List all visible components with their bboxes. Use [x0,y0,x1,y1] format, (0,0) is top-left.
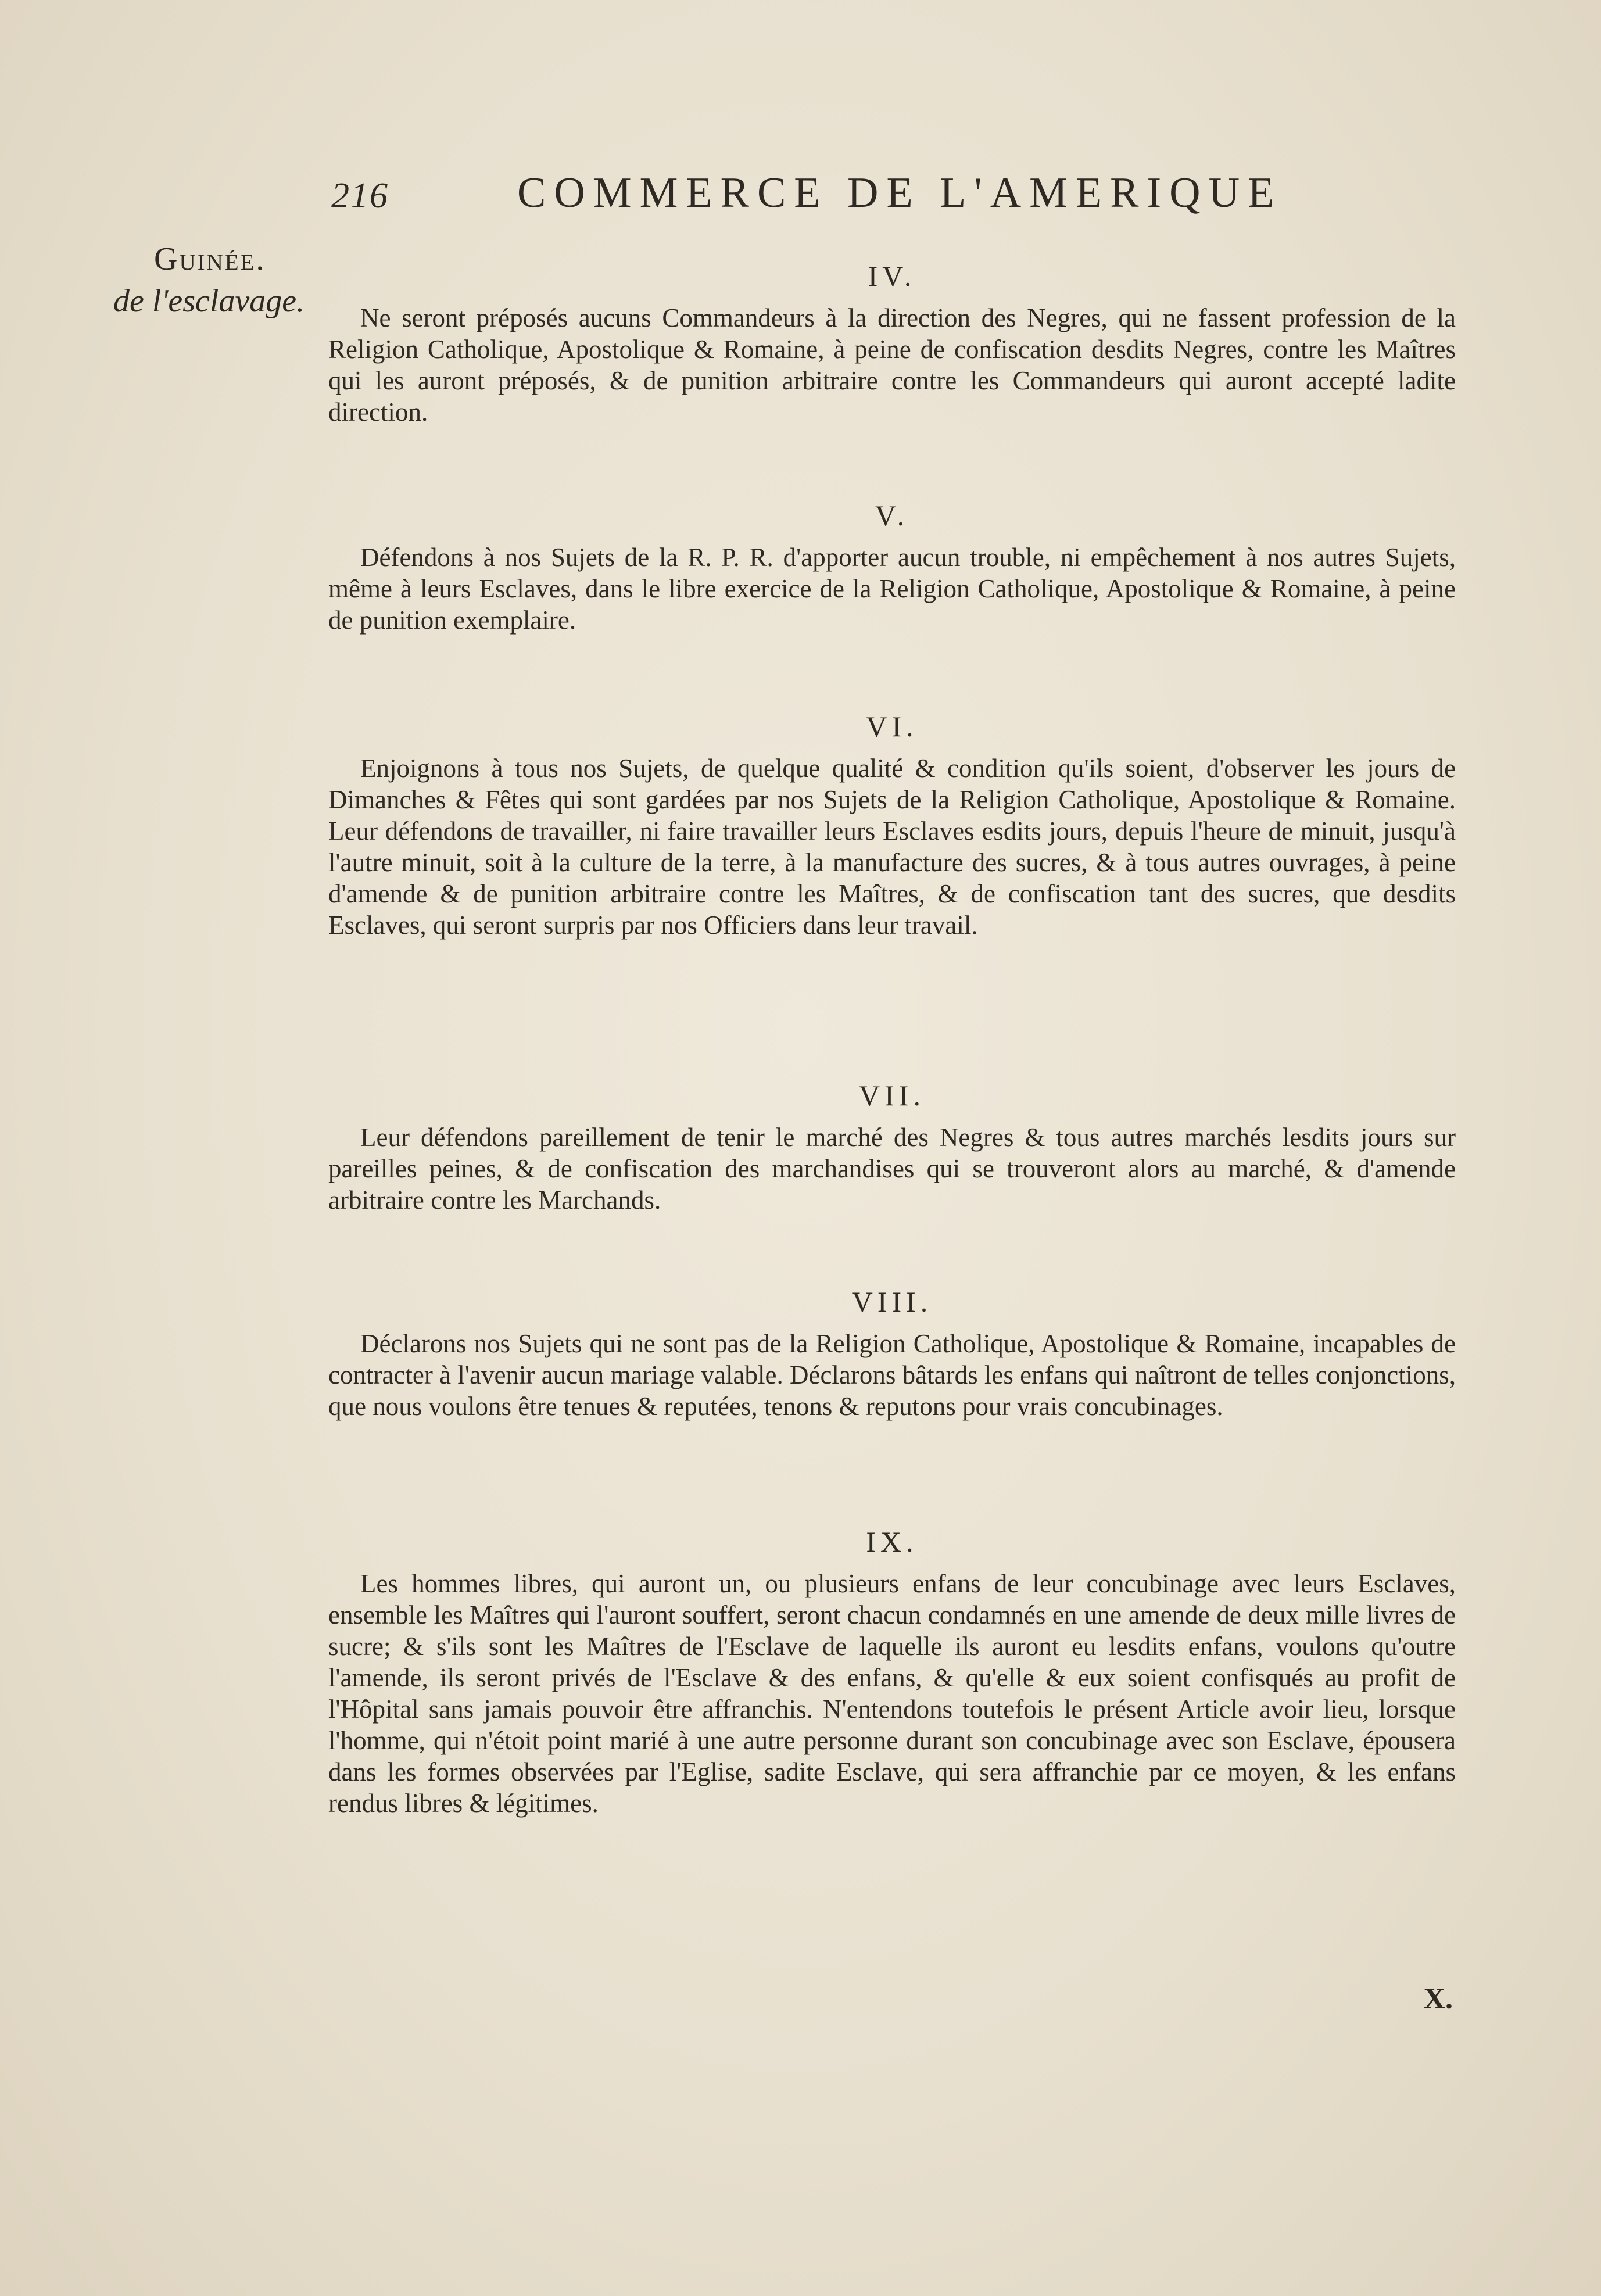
margin-note-country: Guinée. [154,241,266,277]
article-8 [328,1276,1456,1422]
article-text: Ne seront préposés aucuns Commandeurs à la direction des Negres, qui ne fassent profession de la Religion Catholique, Apostolique & Romaine, à peine de confiscation desdits Negres, contre les Maîtres qui les auront préposés, & de punition arbitraire contre les Commandeurs qui auront accepté ladite direction. [328,303,1456,427]
article-text: Les hommes libres, qui auront un, ou plusieurs enfans de leur concubinage avec leurs Esclaves, ensemble les Maîtres qui l'auront souffert, seront chacun condamnés en une amende de deux mille livres de sucre; & s'ils sont les Maîtres de l'Esclave de laquelle ils auront eu lesdits enfans, voulons qu'outre l'amende, ils seront privés de l'Esclave & des enfans, & qu'elle & eux soient confisqués au profit de l'Hôpital sans jamais pouvoir être affranchis. N'entendons toutefois le présent Article avoir lieu, lorsque l'homme, qui n'étoit point marié à une autre personne durant son concubinage avec son Esclave, épousera dans les formes observées par l'Eglise, sadite Esclave, qui sera affranchie par ce moyen, & les enfans rendus libres & légitimes. [328,1569,1456,1818]
running-head [331,169,1319,232]
article-text: Enjoignons à tous nos Sujets, de quelque qualité & condition qu'ils soient, d'observer les jours de Dimanches & Fêtes qui sont gardées par nos Sujets de la Religion Catholique, Apostolique & Romaine. Leur défendons de travailler, ni faire travailler leurs Esclaves esdits jours, depuis l'heure de minuit, jusqu'à l'autre minuit, soit à la culture de la terre, à la manufacture des sucres, & à tous autres ouvrages, à peine d'amende & de punition arbitraire contre les Maîtres, & de confiscation tant des sucres, que desdits Esclaves, qui seront surpris par nos Officiers dans leur travail. [328,754,1456,940]
article-7 [328,1069,1456,1216]
article-number: VIII. [851,1285,933,1318]
article-number: IX. [866,1525,918,1558]
page-number: 216 [331,176,389,216]
article-number: V. [875,499,909,532]
article-text: Défendons à nos Sujets de la R. P. R. d'apporter aucun trouble, ni empêchement à nos autres Sujets, même à leurs Esclaves, dans le libre exercice de la Religion Catholique, Apostolique & Romaine, à peine de punition exemplaire. [328,543,1456,635]
article-5 [328,489,1456,636]
article-text: Leur défendons pareillement de tenir le marché des Negres & tous autres marchés lesdits jours sur pareilles peines, & de confiscation des marchandises qui se trouveront alors au marché, & d'amende arbitraire contre les Marchands. [328,1123,1456,1215]
catchword: X. [1423,1982,1453,2015]
article-4 [328,250,1456,428]
article-number: VI. [866,710,918,743]
margin-note [113,238,346,322]
running-title: COMMERCE DE L'AMERIQUE [517,169,1283,217]
margin-note-subject: de l'esclavage. [113,283,305,319]
article-6 [328,700,1456,941]
article-number: IV. [868,260,916,292]
article-number: VII. [859,1079,925,1112]
article-text: Déclarons nos Sujets qui ne sont pas de la Religion Catholique, Apostolique & Romaine, incapables de contracter à l'avenir aucun mariage valable. Déclarons bâtards les enfans qui naîtront de telles conjonctions, que nous voulons être tenues & reputées, tenons & reputons pour vrais concubinages. [328,1329,1456,1421]
article-9 [328,1516,1456,1819]
